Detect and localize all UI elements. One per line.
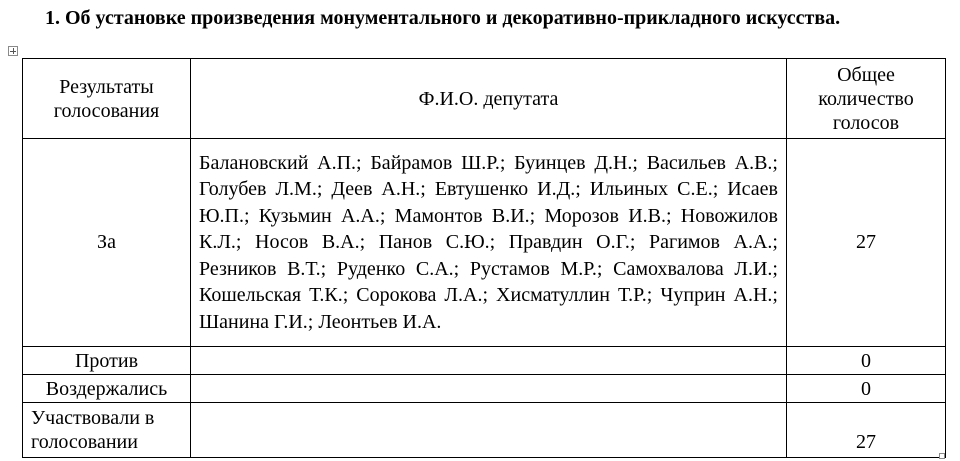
total-for: 27: [787, 139, 946, 347]
section-heading: [30, 6, 935, 30]
table-row-for: [23, 139, 946, 347]
result-abstained: Воздержались: [23, 375, 191, 403]
header-deputy: Ф.И.О. депутата: [191, 59, 787, 139]
deputies-for: Балановский А.П.; Байрамов Ш.Р.; Буинцев Д.Н.; Васильев А.В.; Голубев Л.М.; Деев А.Н.; Евтушенко И.Д.; Ильиных С.Е.; Исаев Ю.П.; Кузьмин А.А.; Мамонтов В.И.; Морозов И.В.; Новожилов К.Л.; Носов В.А.; Панов С.Ю.; Правдин О.Г.; Рагимов А.А.; Резников В.Т.; Руденко С.А.; Рустамов М.Р.; Самохвалова Л.И.; Кошельская Т.К.; Сорокова Л.А.; Хисматуллин Т.Р.; Чуприн А.Н.; Шанина Г.И.; Леонтьев И.А.: [191, 139, 787, 347]
result-participated: Участвовали в голосовании: [23, 403, 191, 458]
result-against: Против: [23, 347, 191, 375]
deputies-participated: [191, 403, 787, 458]
table-resize-handle-icon[interactable]: [939, 453, 945, 459]
header-total: Общее количество голосов: [787, 59, 946, 139]
table-row-abstained: [23, 375, 946, 403]
section-title: Об установке произведения монументального и декоративно-прикладного искусства.: [65, 7, 841, 29]
section-number: 1.: [45, 7, 60, 29]
total-abstained: 0: [787, 375, 946, 403]
total-against: 0: [787, 347, 946, 375]
table-row-participated: [23, 403, 946, 458]
result-for: За: [23, 139, 191, 347]
table-header-row: [23, 59, 946, 139]
header-result: Результаты голосования: [23, 59, 191, 139]
table-move-handle-icon[interactable]: [8, 46, 18, 56]
total-participated: 27: [787, 403, 946, 458]
voting-results-table: [22, 58, 946, 458]
deputies-against: [191, 347, 787, 375]
deputies-abstained: [191, 375, 787, 403]
table-row-against: [23, 347, 946, 375]
